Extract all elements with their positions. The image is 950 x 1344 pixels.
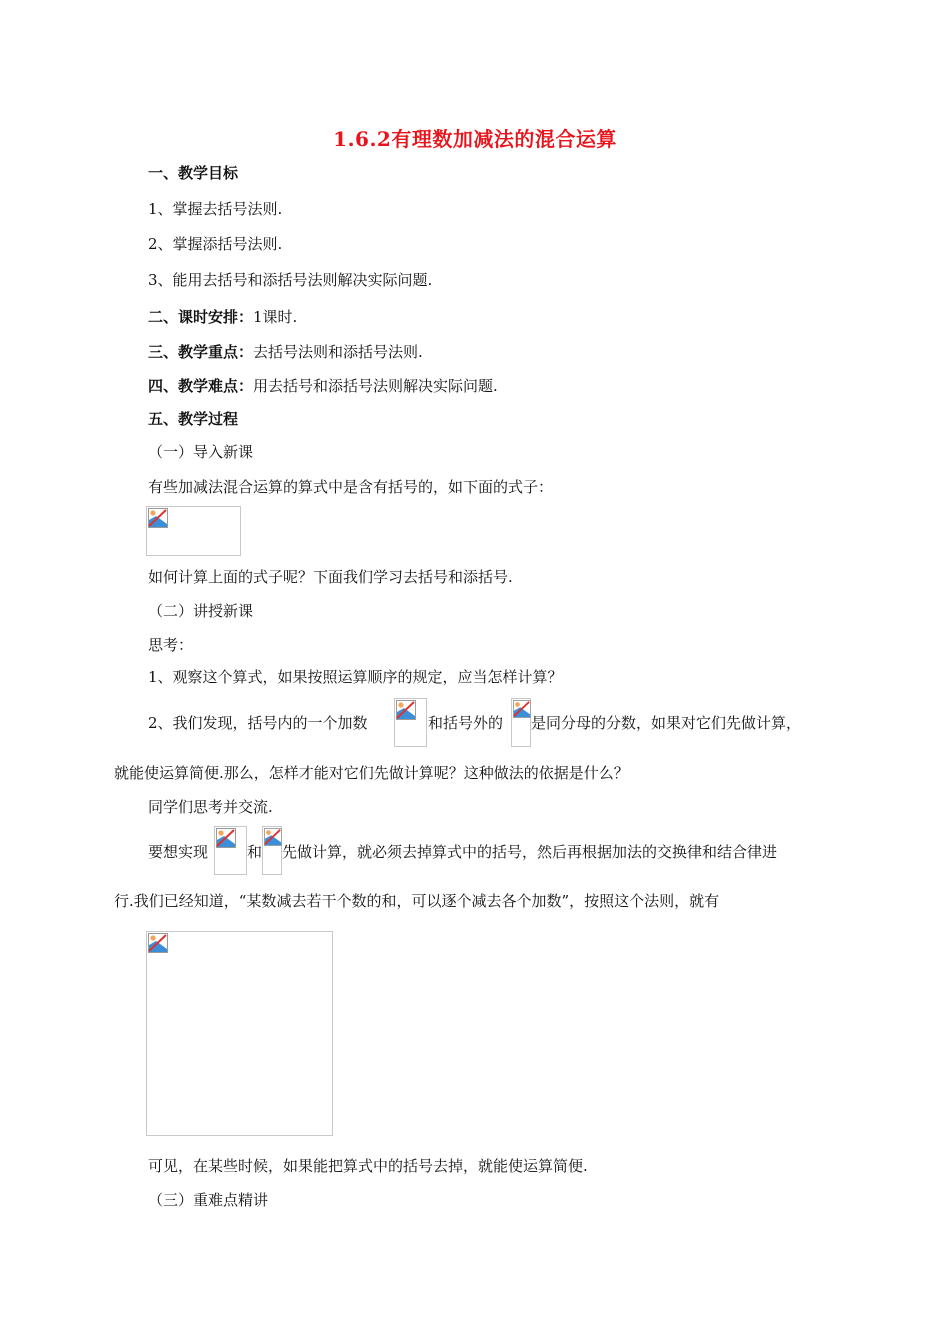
think-question-1: 1、观察这个算式，如果按照运算顺序的规定，应当怎样计算？	[148, 668, 563, 686]
part-heading-intro: （一）导入新课	[148, 443, 254, 461]
key-point-line	[148, 342, 423, 362]
difficulty-value: 用去括号和添括号法则解决实际问题.	[253, 377, 498, 395]
paragraph-a: 要想实现	[148, 843, 209, 861]
paragraph-d: 行.我们已经知道，“某数减去若干个数的和，可以逐个减去各个加数”，按照这个法则，就有	[114, 892, 720, 910]
part-heading-key-points: （三）重难点精讲	[148, 1191, 269, 1209]
derivation-image	[146, 931, 333, 1136]
discuss-paragraph: 同学们思考并交流.	[148, 798, 273, 816]
schedule-value: 1课时.	[253, 308, 298, 326]
part-heading-lecture: （二）讲授新课	[148, 602, 254, 620]
broken-image-icon	[513, 700, 531, 718]
intro-paragraph: 有些加减法混合运算的算式中是含有括号的，如下面的式子：	[148, 478, 554, 496]
page-title: 1.6.2有理数加减法的混合运算	[333, 127, 617, 151]
broken-image-icon	[148, 508, 168, 528]
section-heading-objectives: 一、教学目标	[148, 164, 239, 182]
think-question-2-b: 和括号外的	[428, 714, 504, 732]
formula-image	[146, 506, 241, 556]
broken-image-icon	[264, 828, 282, 846]
broken-image-icon	[396, 700, 416, 720]
broken-image-icon	[148, 933, 168, 953]
difficulty-line	[148, 376, 498, 396]
section-heading-process: 五、教学过程	[148, 410, 239, 428]
think-question-2-d: 就能使运算简便.那么，怎样才能对它们先做计算呢？这种做法的依据是什么？	[114, 764, 629, 782]
fraction-image-1	[394, 698, 427, 747]
schedule-label: 二、课时安排：	[148, 308, 254, 326]
broken-image-icon	[216, 828, 236, 848]
objective-item-3: 3、能用去括号和添括号法则解决实际问题.	[148, 271, 433, 289]
fraction-image-3	[214, 826, 247, 875]
paragraph-b: 和	[247, 843, 263, 861]
question-paragraph: 如何计算上面的式子呢？下面我们学习去括号和添括号.	[148, 568, 513, 586]
key-point-value: 去括号法则和添括号法则.	[253, 343, 423, 361]
conclusion-paragraph: 可见，在某些时候，如果能把算式中的括号去掉，就能使运算简便.	[148, 1157, 588, 1175]
difficulty-label: 四、教学难点：	[148, 377, 254, 395]
think-label: 思考：	[148, 636, 194, 654]
fraction-image-4	[262, 826, 282, 875]
key-point-label: 三、教学重点：	[148, 343, 254, 361]
objective-item-2: 2、掌握添括号法则.	[148, 235, 283, 253]
think-question-2-a: 2、我们发现，括号内的一个加数	[148, 714, 368, 732]
think-question-2-c: 是同分母的分数，如果对它们先做计算，	[531, 714, 802, 732]
fraction-image-2	[511, 698, 531, 747]
paragraph-c: 先做计算，就必须去掉算式中的括号，然后再根据加法的交换律和结合律进	[282, 843, 778, 861]
objective-item-1: 1、掌握去括号法则.	[148, 200, 283, 218]
schedule-line	[148, 307, 297, 327]
